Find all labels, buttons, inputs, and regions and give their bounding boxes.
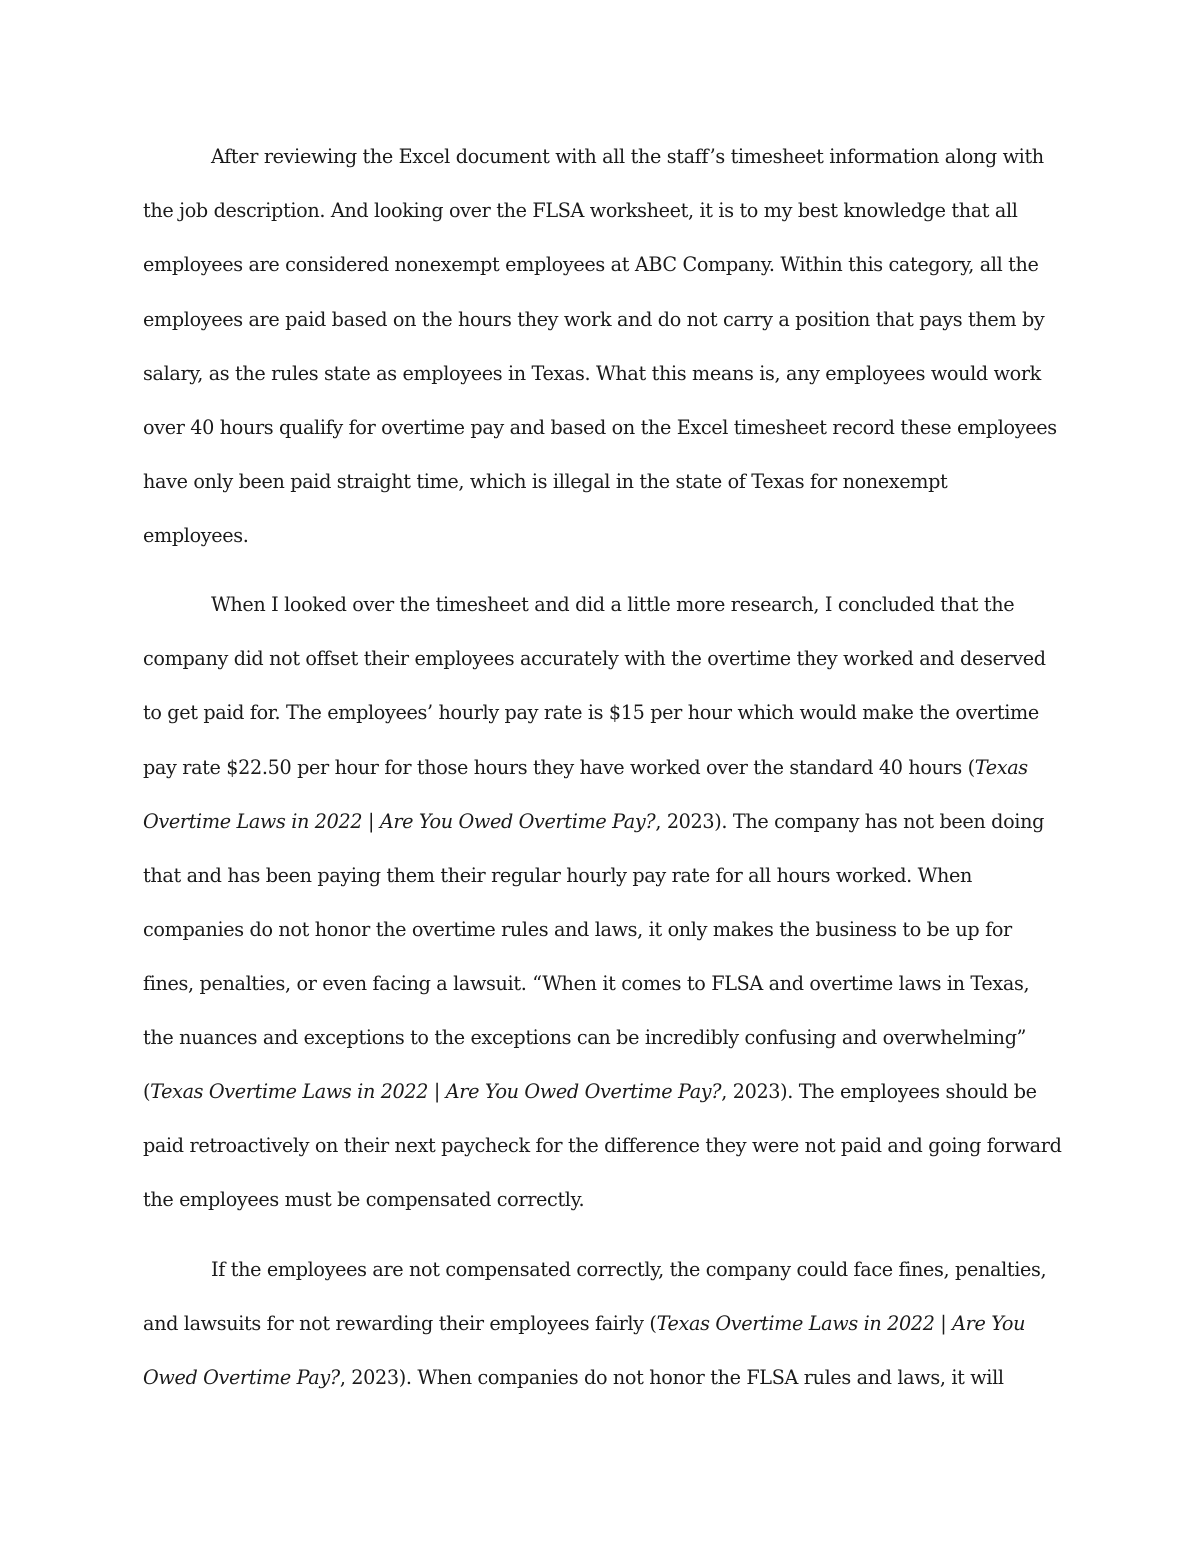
text-run: (	[143, 1080, 151, 1103]
text-run: , 2023). When companies do not honor the FLSA rules and laws, it will	[339, 1366, 1004, 1389]
text-run: employees.	[143, 524, 249, 547]
text-line	[143, 864, 972, 888]
citation-title: Texas Overtime Laws in 2022 | Are You Owed Overtime Pay?	[150, 1080, 722, 1103]
text-line	[143, 253, 1039, 277]
text-run: have only been paid straight time, which is illegal in the state of Texas for nonexempt	[143, 470, 948, 493]
text-run: pay rate $22.50 per hour for those hours they have worked over the standard 40 hours (	[143, 756, 975, 779]
text-line	[143, 1134, 1062, 1158]
text-line	[143, 1366, 1004, 1390]
text-run: , 2023). The company has not been doing	[655, 810, 1045, 833]
text-run: the employees must be compensated correctly.	[143, 1188, 585, 1211]
text-line	[143, 524, 249, 548]
text-line	[211, 1258, 1046, 1282]
text-run: companies do not honor the overtime rules and laws, it only makes the business to be up for	[143, 918, 1012, 941]
text-line	[143, 199, 1018, 223]
text-line	[143, 416, 1057, 440]
text-run: employees are paid based on the hours they work and do not carry a position that pays them by	[143, 308, 1045, 331]
text-run: If the employees are not compensated correctly, the company could face fines, penalties,	[211, 1258, 1047, 1281]
text-run: and lawsuits for not rewarding their employees fairly (	[143, 1312, 657, 1335]
text-line	[143, 1080, 1037, 1104]
text-run: the job description. And looking over the FLSA worksheet, it is to my best knowledge that all	[143, 199, 1018, 222]
text-run: paid retroactively on their next paycheck for the difference they were not paid and going forward	[143, 1134, 1062, 1157]
text-run: that and has been paying them their regular hourly pay rate for all hours worked. When	[143, 864, 973, 887]
text-line	[143, 756, 1028, 780]
text-run: When I looked over the timesheet and did a little more research, I concluded that the	[211, 593, 1015, 616]
text-run: to get paid for. The employees’ hourly pay rate is $15 per hour which would make the overtime	[143, 701, 1039, 724]
text-line	[143, 918, 1012, 942]
text-run: fines, penalties, or even facing a lawsuit. “When it comes to FLSA and overtime laws in Texas,	[143, 972, 1030, 995]
text-run: over 40 hours qualify for overtime pay and based on the Excel timesheet record these employees	[143, 416, 1057, 439]
text-line	[143, 647, 1046, 671]
text-run: , 2023). The employees should be	[721, 1080, 1037, 1103]
text-line	[143, 972, 1029, 996]
text-run: company did not offset their employees accurately with the overtime they worked and deserved	[143, 647, 1046, 670]
text-line	[143, 308, 1044, 332]
text-line	[143, 470, 947, 494]
text-run: salary, as the rules state as employees in Texas. What this means is, any employees would work	[143, 362, 1041, 385]
text-line	[143, 701, 1039, 725]
text-line	[211, 145, 1044, 169]
citation-title: Texas	[974, 756, 1028, 779]
citation-title: Owed Overtime Pay?	[143, 1366, 340, 1389]
text-run: employees are considered nonexempt employees at ABC Company. Within this category, all the	[143, 253, 1039, 276]
text-line	[143, 1312, 1025, 1336]
citation-title: Overtime Laws in 2022 | Are You Owed Overtime Pay?	[143, 810, 656, 833]
text-line	[143, 1026, 1026, 1050]
text-run: the nuances and exceptions to the exceptions can be incredibly confusing and overwhelming”	[143, 1026, 1027, 1049]
text-line	[143, 1188, 584, 1212]
text-line	[143, 810, 1044, 834]
text-run: After reviewing the Excel document with all the staff’s timesheet information along with	[211, 145, 1044, 168]
text-line	[143, 362, 1041, 386]
text-line	[211, 593, 1014, 617]
citation-title: Texas Overtime Laws in 2022 | Are You	[656, 1312, 1026, 1335]
